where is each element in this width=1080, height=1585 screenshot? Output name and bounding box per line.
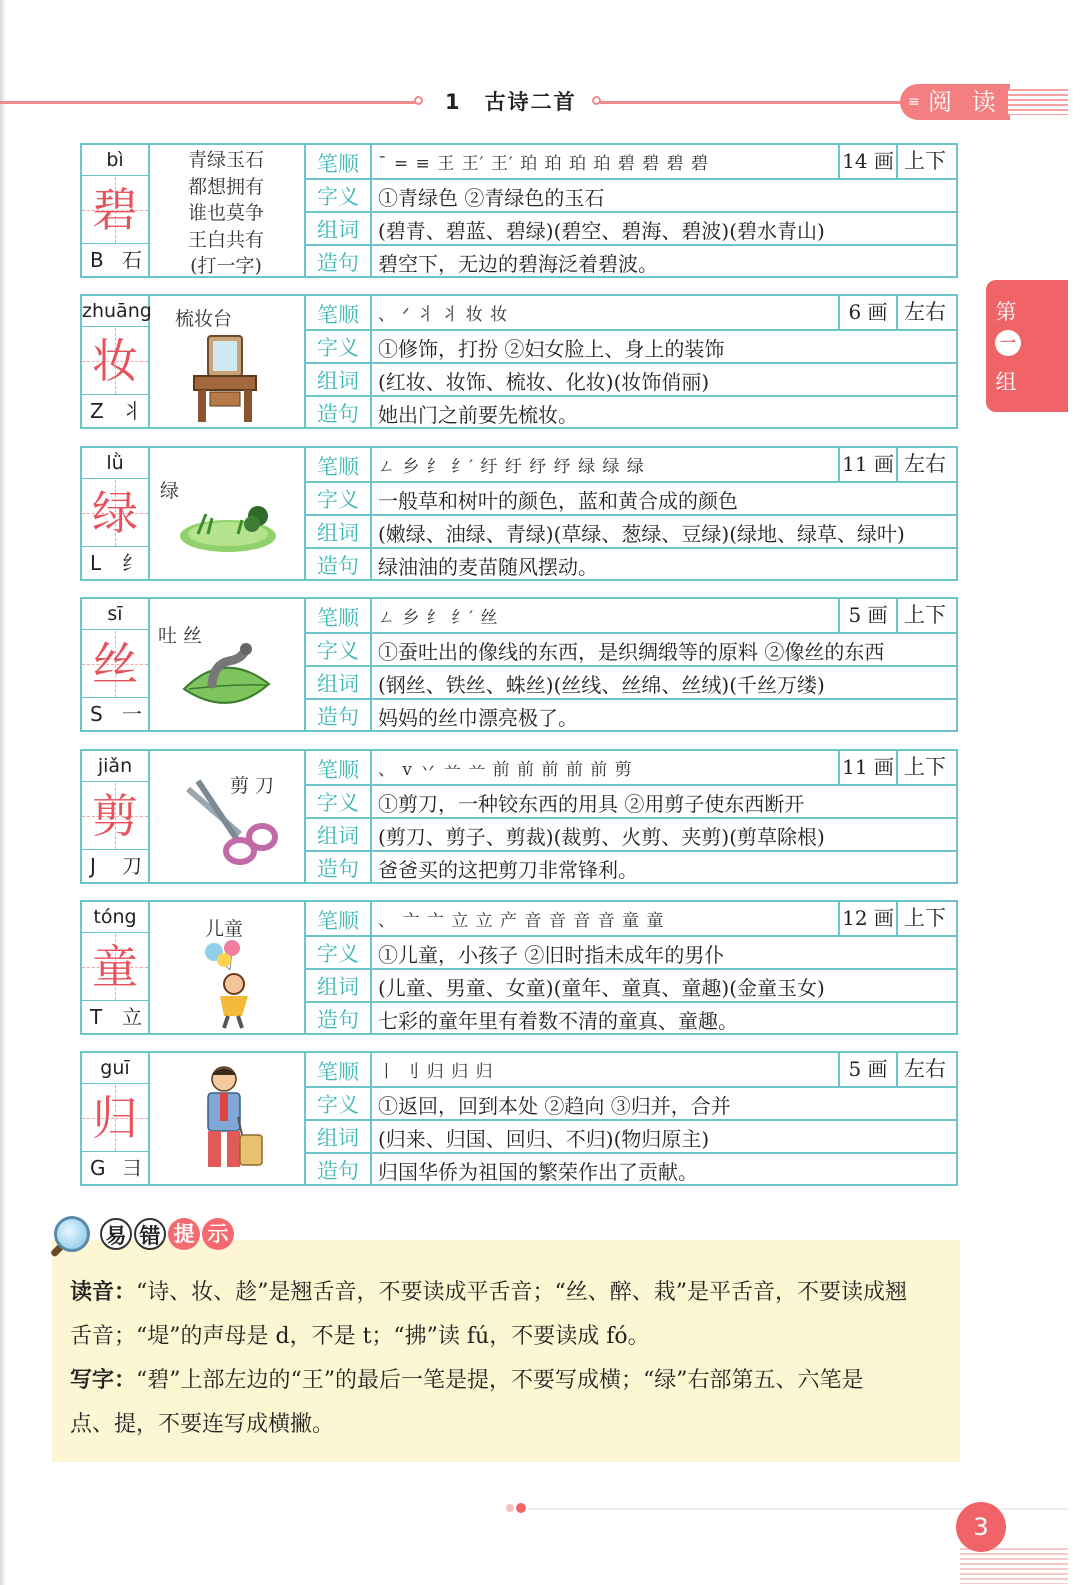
words-text: (剪刀、剪子、剪裁)(裁剪、火剪、夹剪)(剪草除根) — [378, 825, 825, 849]
row-label-sentence: 造句 — [317, 857, 359, 881]
side-tab-circle: 一 — [995, 330, 1021, 356]
row-divider — [306, 850, 956, 852]
stroke-order: 、 ⅴ 丷 䒑 䒑 前 前 前 前 前 剪 — [378, 760, 633, 780]
riddle-line: (打一字) — [190, 255, 262, 277]
header-line-left — [0, 101, 416, 104]
row-label-order: 笔顺 — [317, 152, 359, 176]
character-card — [80, 1051, 958, 1186]
stroke-count: 5 画 — [838, 599, 898, 632]
row-divider — [306, 1086, 956, 1088]
index-cell — [82, 1151, 148, 1184]
character-card — [80, 900, 958, 1035]
side-tab-line1: 第 — [995, 300, 1017, 324]
row-divider — [306, 1001, 956, 1003]
row-divider — [306, 632, 956, 634]
tip-line — [70, 1275, 950, 1306]
row-label-order: 笔顺 — [317, 758, 359, 782]
words-text: (嫩绿、油绿、青绿)(草绿、葱绿、豆绿)(绿地、绿草、绿叶) — [378, 522, 905, 546]
char-cell — [82, 902, 150, 1033]
row-divider — [306, 968, 956, 970]
row-label-words: 组词 — [317, 672, 359, 696]
character-card — [80, 597, 958, 732]
hanzi — [82, 631, 148, 697]
tip-line-text: 舌音；“堤”的声母是 d，不是 t；“拂”读 fú，不要读成 fó。 — [70, 1324, 650, 1349]
row-label-meaning: 字义 — [317, 1093, 359, 1117]
hanzi — [82, 177, 148, 243]
index-letter: Z — [90, 399, 104, 423]
meaning-text: ①返回，回到本处 ②趋向 ③归并，合并 — [378, 1094, 731, 1118]
section-tab-label: 阅 读 — [928, 88, 1002, 116]
row-divider — [306, 935, 956, 937]
index-cell — [82, 1000, 148, 1033]
char-cell — [82, 751, 150, 882]
row-label-order: 笔顺 — [317, 606, 359, 630]
hanzi — [82, 328, 148, 394]
structure: 左右 — [904, 300, 946, 324]
hanzi-text: 归 — [92, 1091, 138, 1145]
magnifier-icon — [54, 1216, 90, 1252]
row-label-sentence: 造句 — [317, 402, 359, 426]
hanzi-text: 童 — [92, 940, 138, 994]
structure: 上下 — [904, 603, 946, 627]
radical: 丬 — [122, 399, 142, 423]
riddle-line: 都想拥有 — [187, 175, 264, 198]
char-cell — [82, 296, 150, 427]
sentence-text: 绿油油的麦苗随风摆动。 — [378, 555, 598, 579]
stroke-count: 14 画 — [838, 145, 898, 178]
radical: 刀 — [122, 854, 142, 878]
riddle-line: 王白共有 — [187, 228, 264, 251]
radical: 石 — [122, 248, 142, 272]
structure: 上下 — [904, 755, 946, 779]
index-cell — [82, 546, 148, 579]
meaning-text: ①修饰，打扮 ②妇女脸上、身上的装饰 — [378, 337, 725, 361]
tip-line-text: “碧”上部左边的“王”的最后一笔是提，不要写成横；“绿”右部第五、六笔是 — [136, 1368, 864, 1393]
row-label-meaning: 字义 — [317, 791, 359, 815]
words-text: (碧青、碧蓝、碧绿)(碧空、碧海、碧波)(碧水青山) — [378, 219, 825, 243]
picture-illustration — [178, 779, 278, 873]
tip-line — [70, 1363, 950, 1394]
stroke-order: ㄥ 乡 纟 纟′ 丝 — [378, 608, 499, 628]
stroke-order: 、 ᐟ 丬 丬 妆 妆 — [378, 305, 509, 325]
row-label-meaning: 字义 — [317, 639, 359, 663]
char-cell — [82, 448, 150, 579]
tip-line-text: “诗、妆、趁”是翘舌音，不要读成平舌音；“丝、醉、栽”是平舌音，不要读成翘 — [136, 1280, 908, 1305]
char-cell — [82, 145, 150, 276]
meaning-text: ①剪刀，一种铰东西的用具 ②用剪子使东西断开 — [378, 792, 805, 816]
row-label-words: 组词 — [317, 218, 359, 242]
stroke-count: 11 画 — [838, 751, 898, 784]
char-cell — [82, 1053, 150, 1184]
header-stripes — [1008, 89, 1068, 115]
stroke-order: 丨 刂 归 归 归 — [378, 1062, 494, 1082]
picture-label: 绿 — [160, 480, 180, 502]
hanzi — [82, 480, 148, 546]
index-letter: G — [90, 1156, 106, 1180]
row-divider — [306, 1119, 956, 1121]
meaning-text: ①儿童，小孩子 ②旧时指未成年的男仆 — [378, 943, 725, 967]
stroke-order: 、 亠 亠 立 立 产 音 音 音 音 童 童 — [378, 911, 665, 931]
row-label-order: 笔顺 — [317, 1060, 359, 1084]
picture-illustration — [178, 494, 278, 558]
row-divider — [306, 244, 956, 246]
picture-cell — [150, 1053, 306, 1184]
row-label-meaning: 字义 — [317, 488, 359, 512]
row-divider — [306, 698, 956, 700]
character-card — [80, 294, 958, 429]
hanzi — [82, 1085, 148, 1151]
tip-title-char: 易 — [100, 1218, 132, 1250]
row-divider — [306, 481, 956, 483]
structure: 上下 — [904, 149, 946, 173]
row-label-words: 组词 — [317, 521, 359, 545]
picture-label: 剪 刀 — [230, 775, 275, 797]
tip-title-char: 提 — [168, 1218, 200, 1250]
hanzi — [82, 934, 148, 1000]
picture-illustration — [174, 639, 274, 723]
pinyin: guī — [82, 1053, 148, 1084]
footer-dot — [516, 1503, 526, 1513]
row-label-words: 组词 — [317, 824, 359, 848]
sentence-text: 碧空下，无边的碧海泛着碧波。 — [378, 252, 658, 276]
row-label-words: 组词 — [317, 975, 359, 999]
radical: 纟 — [122, 551, 142, 575]
hanzi-text: 碧 — [92, 183, 138, 237]
row-divider — [306, 329, 956, 331]
picture-cell — [150, 751, 306, 882]
row-divider — [306, 362, 956, 364]
pinyin: tóng — [82, 902, 148, 933]
pinyin: jiǎn — [82, 751, 148, 782]
meaning-text: ①青绿色 ②青绿色的玉石 — [378, 186, 605, 210]
pinyin: bì — [82, 145, 148, 176]
stroke-count: 6 画 — [838, 296, 898, 329]
structure: 上下 — [904, 906, 946, 930]
row-label-sentence: 造句 — [317, 251, 359, 275]
tip-line-text: 点、提，不要连写成横撇。 — [70, 1412, 335, 1437]
hanzi-text: 丝 — [92, 637, 138, 691]
index-letter: S — [90, 702, 103, 726]
row-label-sentence: 造句 — [317, 705, 359, 729]
picture-label: 吐 丝 — [158, 625, 203, 647]
hanzi-text: 绿 — [92, 486, 138, 540]
structure: 左右 — [904, 1057, 946, 1081]
picture-cell — [150, 599, 306, 730]
tip-line — [70, 1319, 950, 1350]
row-divider — [306, 784, 956, 786]
meaning-text: 一般草和树叶的颜色，蓝和黄合成的颜色 — [378, 489, 738, 513]
section-tab — [900, 84, 1010, 120]
hanzi — [82, 783, 148, 849]
section-mark-icon: ≡ — [908, 94, 920, 110]
character-card — [80, 446, 958, 581]
pinyin: sī — [82, 599, 148, 630]
picture-cell — [150, 145, 306, 276]
row-label-words: 组词 — [317, 1126, 359, 1150]
picture-cell — [150, 448, 306, 579]
row-label-order: 笔顺 — [317, 303, 359, 327]
unit-side-tab — [986, 280, 1068, 412]
tip-title-char: 错 — [134, 1218, 166, 1250]
sentence-text: 归国华侨为祖国的繁荣作出了贡献。 — [378, 1160, 698, 1184]
char-cell — [82, 599, 150, 730]
row-label-sentence: 造句 — [317, 1008, 359, 1032]
index-cell — [82, 243, 148, 276]
riddle-text — [166, 147, 286, 280]
index-letter: T — [90, 1005, 103, 1029]
radical: 立 — [122, 1005, 142, 1029]
tip-label: 写字： — [70, 1367, 137, 1393]
tip-label: 读音： — [70, 1279, 137, 1305]
row-label-meaning: 字义 — [317, 336, 359, 360]
tip-title-char: 示 — [202, 1218, 234, 1250]
riddle-line: 谁也莫争 — [187, 202, 264, 224]
side-tab-line2: 组 — [995, 370, 1017, 394]
header-line-right — [600, 101, 904, 104]
hanzi-text: 妆 — [92, 334, 138, 388]
pinyin: zhuāng — [82, 296, 148, 327]
character-card — [80, 143, 958, 278]
words-text: (归来、归国、回归、不归)(物归原主) — [378, 1127, 710, 1151]
row-label-order: 笔顺 — [317, 455, 359, 479]
index-cell — [82, 394, 148, 427]
row-divider — [306, 665, 956, 667]
index-letter: B — [90, 248, 104, 272]
picture-label: 儿童 — [205, 918, 244, 940]
footer-dot — [506, 1504, 514, 1512]
header-dot-left — [414, 96, 423, 105]
stroke-order: ㄥ 乡 纟 纟′ 纡 纡 纾 纾 绿 绿 绿 — [378, 457, 645, 477]
row-divider — [306, 178, 956, 180]
pinyin: lǜ — [82, 448, 148, 479]
meaning-text: ①蚕吐出的像线的东西，是织绸缎等的原料 ②像丝的东西 — [378, 640, 885, 664]
words-text: (儿童、男童、女童)(童年、童真、童趣)(金童玉女) — [378, 976, 825, 1000]
row-label-words: 组词 — [317, 369, 359, 393]
picture-cell — [150, 296, 306, 427]
page-number: 3 — [956, 1502, 1006, 1552]
row-label-sentence: 造句 — [317, 554, 359, 578]
picture-cell — [150, 902, 306, 1033]
sentence-text: 妈妈的丝巾漂亮极了。 — [378, 706, 578, 730]
structure: 左右 — [904, 452, 946, 476]
sentence-text: 七彩的童年里有着数不清的童真、童趣。 — [378, 1009, 738, 1033]
row-label-meaning: 字义 — [317, 185, 359, 209]
row-divider — [306, 547, 956, 549]
stroke-order: ˉ = ≡ 王 王′ 王′ 珀 珀 珀 珀 碧 碧 碧 碧 — [378, 154, 709, 174]
index-cell — [82, 697, 148, 730]
row-label-order: 笔顺 — [317, 909, 359, 933]
row-label-meaning: 字义 — [317, 942, 359, 966]
stroke-count: 5 画 — [838, 1053, 898, 1086]
row-divider — [306, 211, 956, 213]
row-divider — [306, 395, 956, 397]
index-letter: L — [90, 551, 102, 575]
radical: 一 — [122, 702, 142, 726]
picture-label: 梳妆台 — [175, 308, 233, 330]
row-divider — [306, 817, 956, 819]
riddle-line: 青绿玉石 — [187, 149, 264, 171]
sentence-text: 她出门之前要先梳妆。 — [378, 403, 578, 427]
index-cell — [82, 849, 148, 882]
row-label-sentence: 造句 — [317, 1159, 359, 1183]
picture-illustration — [202, 940, 262, 1034]
character-card — [80, 749, 958, 884]
lesson-title: 1 古诗二首 — [445, 90, 577, 114]
words-text: (钢丝、铁丝、蛛丝)(丝线、丝绵、丝绒)(千丝万缕) — [378, 673, 825, 697]
words-text: (红妆、妆饰、梳妆、化妆)(妆饰俏丽) — [378, 370, 710, 394]
stroke-count: 11 画 — [838, 448, 898, 481]
picture-illustration — [190, 1061, 270, 1180]
picture-illustration — [190, 334, 260, 428]
index-letter: J — [90, 854, 96, 878]
tip-line — [70, 1407, 950, 1438]
stroke-count: 12 画 — [838, 902, 898, 935]
hanzi-text: 剪 — [92, 789, 138, 843]
row-divider — [306, 1152, 956, 1154]
radical: 彐 — [122, 1156, 142, 1180]
footer-stripes — [960, 1548, 1068, 1584]
page-edge — [0, 0, 6, 1585]
row-divider — [306, 514, 956, 516]
sentence-text: 爸爸买的这把剪刀非常锋利。 — [378, 858, 638, 882]
